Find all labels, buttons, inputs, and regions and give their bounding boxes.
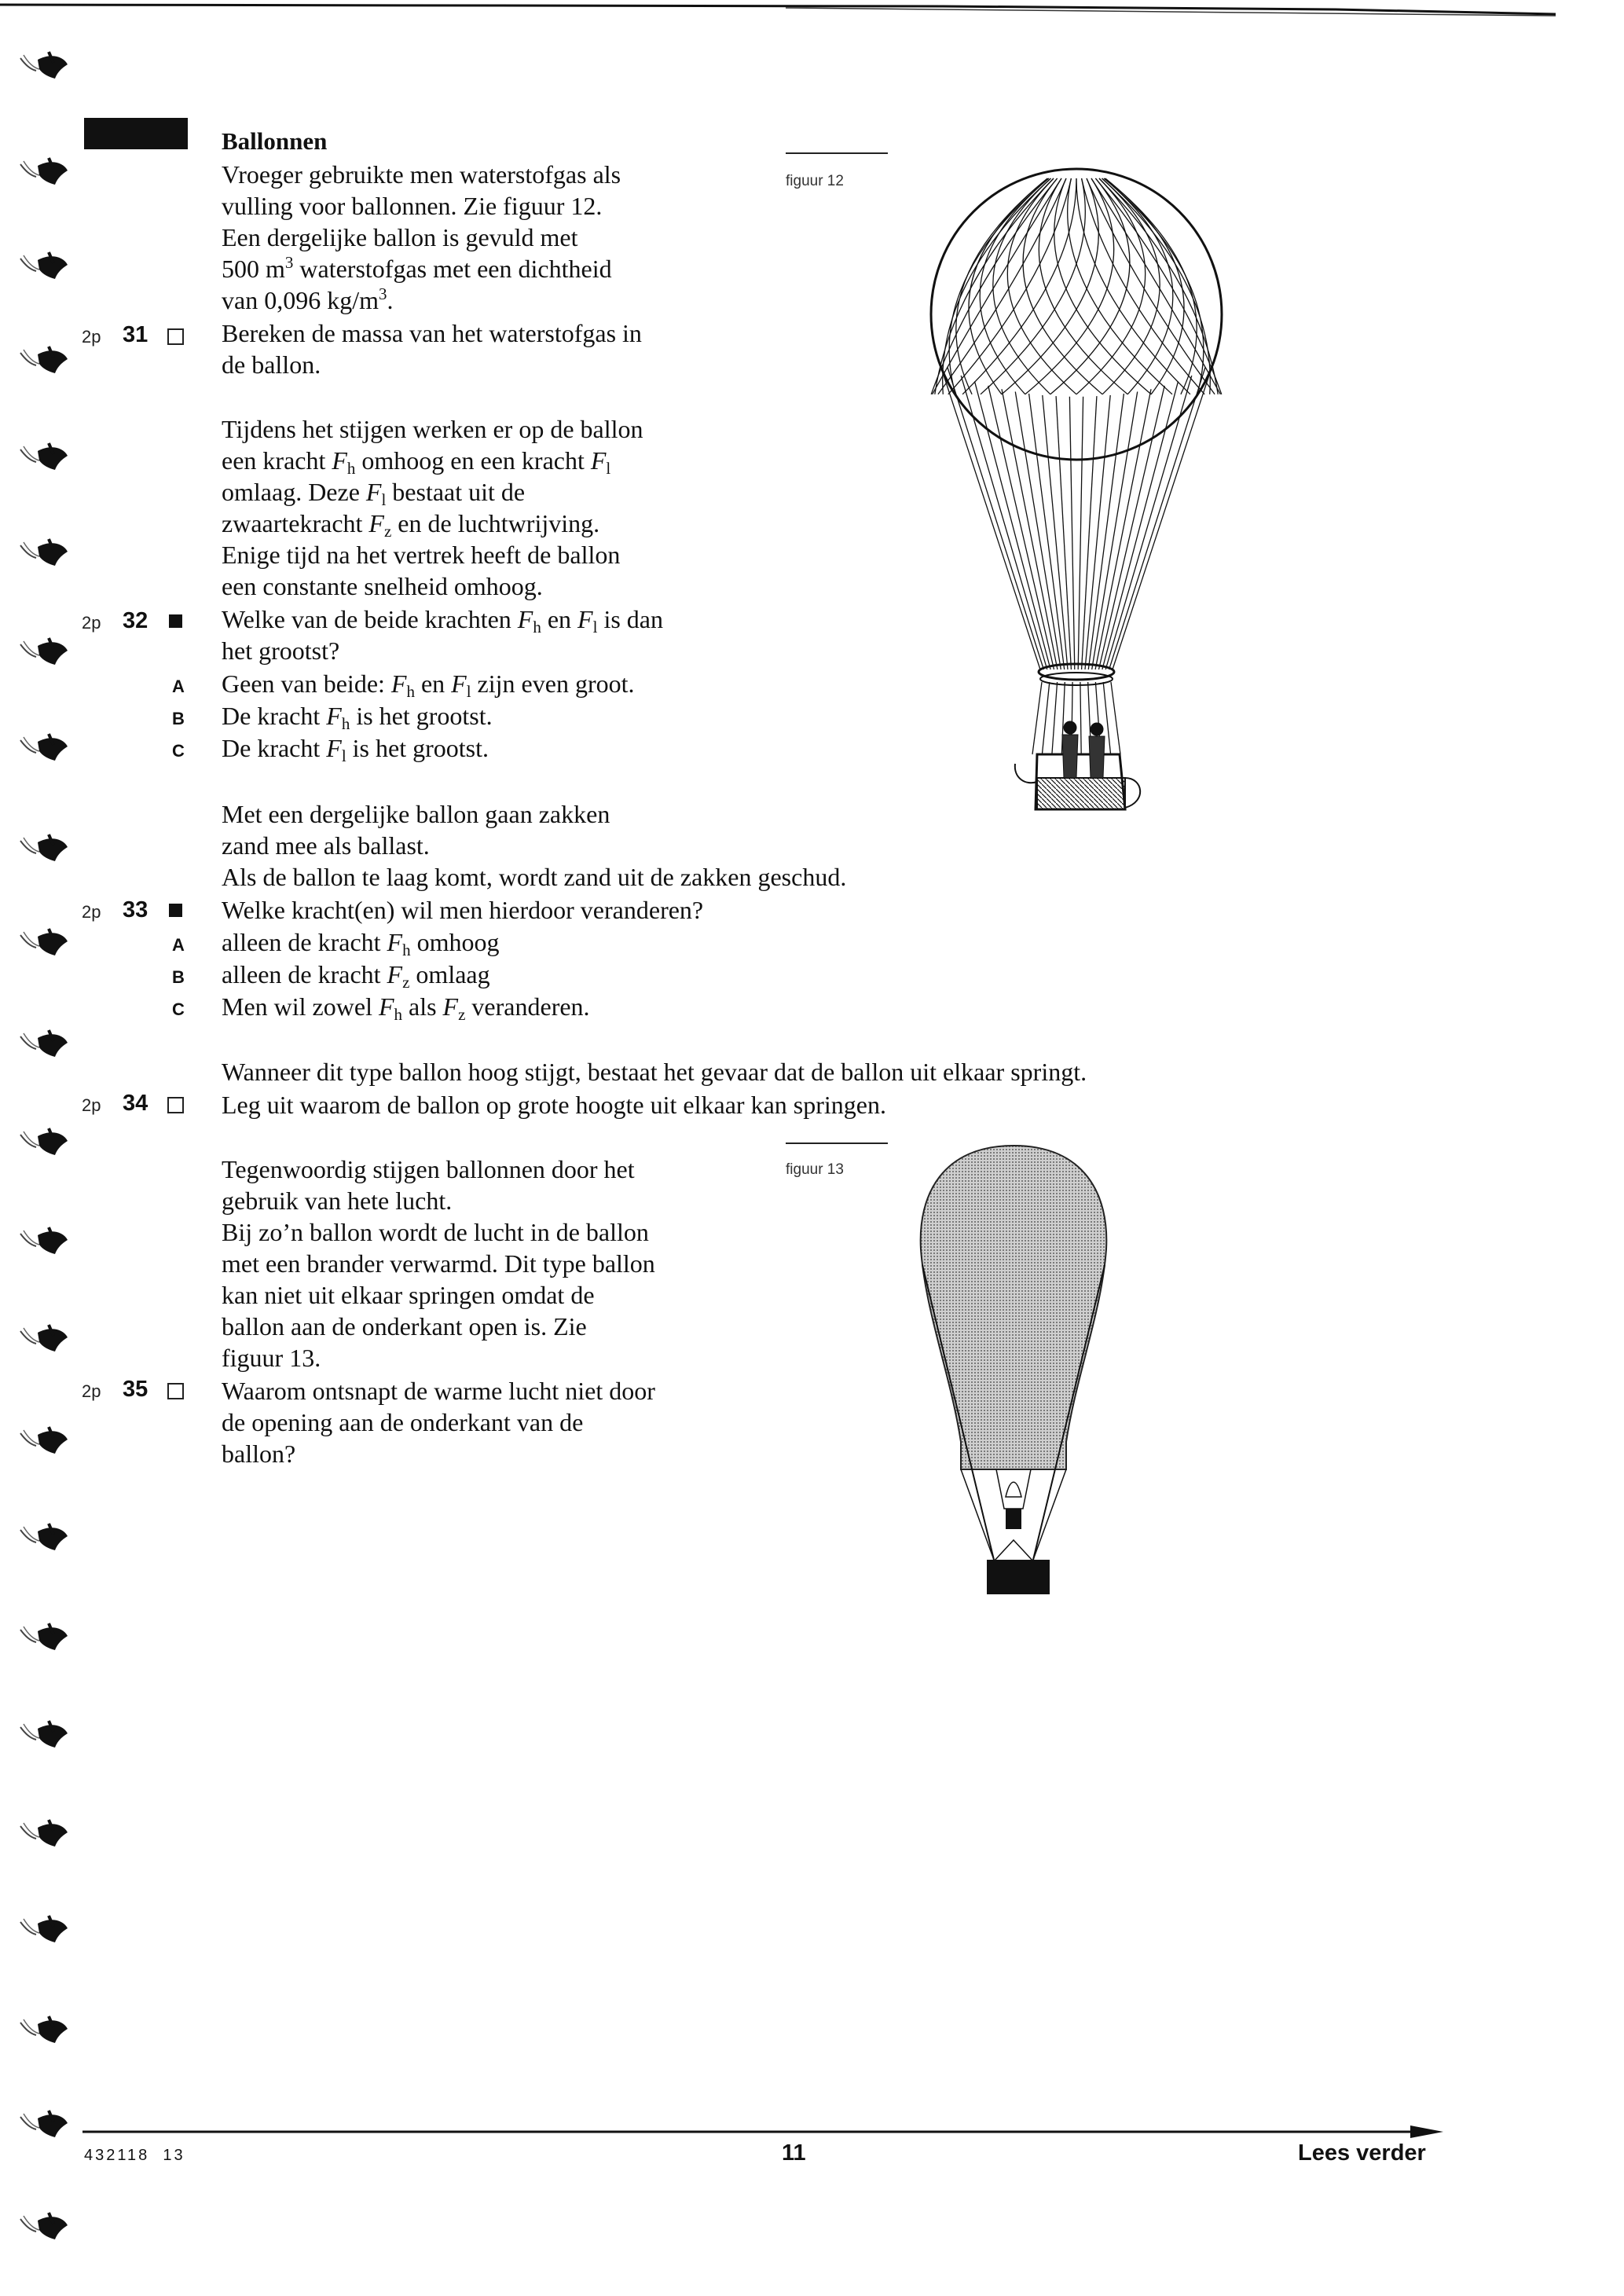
top-border-rule [0, 0, 1624, 20]
ballast-line-1: Met een dergelijke ballon gaan zakken [222, 800, 610, 828]
section-marker-tab [84, 118, 188, 149]
binder-ring-mark [17, 1124, 72, 1166]
footer-exam-code: 432118 13 [84, 2147, 185, 2164]
question-33-letter-a: A [172, 935, 185, 955]
hot-air-line-6: ballon aan de onderkant open is. Zie [222, 1312, 587, 1341]
danger-line-1: Wanneer dit type ballon hoog stijgt, bestaat het gevaar dat de ballon uit elkaar springt. [222, 1058, 1087, 1086]
binder-ring-mark [17, 1716, 72, 1759]
binder-ring-mark [17, 1025, 72, 1068]
binder-ring-mark [17, 924, 72, 966]
question-32-filled-box[interactable] [169, 614, 182, 628]
binder-ring-mark [17, 1911, 72, 1953]
binder-ring-mark [17, 2106, 72, 2148]
question-33-letter-b: B [172, 967, 185, 987]
hot-air-line-5: kan niet uit elkaar springen omdat de [222, 1281, 595, 1309]
binder-ring-mark [17, 2012, 72, 2054]
question-31-line-1: Bereken de massa van het waterstofgas in [222, 319, 642, 347]
question-34-line-1: Leg uit waarom de ballon op grote hoogte uit elkaar kan springen. [222, 1091, 886, 1119]
intro-line-5: van 0,096 $kg/m^3$. [222, 284, 394, 314]
question-32-letter-a: A [172, 677, 185, 696]
intro-line-2: vulling voor ballonnen. Zie figuur 12. [222, 192, 603, 220]
question-32-line-2: het grootst? [222, 636, 340, 665]
question-32-option-a[interactable]: Geen van beide: $F_h$ en $F_l$ zijn even groot. [222, 669, 635, 701]
binder-ring-mark [17, 438, 72, 481]
question-33-option-b[interactable]: alleen de kracht $F_z$ omlaag [222, 960, 490, 992]
hot-air-line-4: met een brander verwarmd. Dit type ballon [222, 1249, 655, 1278]
question-31-number: 31 [123, 322, 148, 347]
hot-air-line-2: gebruik van hete lucht. [222, 1187, 453, 1215]
binder-ring-mark [17, 633, 72, 676]
question-34-number: 34 [123, 1091, 148, 1116]
hot-air-line-3: Bij zo’n ballon wordt de lucht in de ballon [222, 1218, 649, 1246]
question-35-number: 35 [123, 1377, 148, 1402]
question-33-option-c[interactable]: Men wil zowel $F_h$ als $F_z$ veranderen. [222, 992, 590, 1024]
question-32-letter-c: C [172, 741, 185, 761]
question-32-letter-b: B [172, 709, 185, 728]
question-33-line-1: Welke kracht(en) wil men hierdoor veranderen? [222, 896, 704, 924]
figure-13-hot-air-balloon-illustration [911, 1139, 1116, 1595]
section-title: Ballonnen [222, 127, 328, 155]
hot-air-line-7: figuur 13. [222, 1344, 321, 1372]
intro-line-4: 500 $m^3$ waterstofgas met een dichtheid [222, 253, 612, 283]
question-34-open-box[interactable] [167, 1097, 184, 1113]
question-35-line-2: de opening aan de onderkant van de [222, 1408, 584, 1436]
binder-ring-mark [17, 1815, 72, 1858]
binder-ring-mark [17, 1619, 72, 1661]
binder-ring-mark [17, 248, 72, 290]
question-35-line-1: Waarom ontsnapt de warme lucht niet door [222, 1377, 655, 1405]
ballast-line-3: Als de ballon te laag komt, wordt zand uit de zakken geschud. [222, 863, 847, 891]
forces-line-3: omlaag. Deze $F_l$ bestaat uit de [222, 478, 526, 509]
footer-arrow-rule [82, 2122, 1443, 2145]
binder-ring-mark [17, 1422, 72, 1465]
question-31-points: 2p [82, 327, 101, 347]
intro-line-1: Vroeger gebruikte men waterstofgas als [222, 160, 621, 189]
question-31-line-2: de ballon. [222, 350, 321, 379]
figure-13-label: figuur 13 [786, 1161, 844, 1178]
question-33-letter-c: C [172, 999, 185, 1019]
figure-12-net-balloon-illustration [919, 157, 1234, 825]
binder-ring-mark [17, 47, 72, 90]
binder-ring-mark [17, 342, 72, 384]
figure-12-rule [786, 152, 888, 154]
question-33-points: 2p [82, 902, 101, 922]
binder-rings [17, 47, 80, 2279]
forces-line-5: Enige tijd na het vertrek heeft de ballon [222, 541, 621, 569]
binder-ring-mark [17, 1519, 72, 1561]
binder-ring-mark [17, 830, 72, 872]
question-33-filled-box[interactable] [169, 904, 182, 917]
figure-12-label: figuur 12 [786, 173, 844, 189]
question-33-option-a[interactable]: alleen de kracht $F_h$ omhoog [222, 928, 500, 959]
hot-air-line-1: Tegenwoordig stijgen ballonnen door het [222, 1155, 635, 1183]
binder-ring-mark [17, 1320, 72, 1363]
binder-ring-mark [17, 2208, 72, 2250]
question-32-points: 2p [82, 613, 101, 633]
binder-ring-mark [17, 153, 72, 196]
forces-line-4: zwaartekracht $F_z$ en de luchtwrijving. [222, 509, 600, 541]
question-35-open-box[interactable] [167, 1383, 184, 1399]
question-32-number: 32 [123, 608, 148, 633]
forces-line-6: een constante snelheid omhoog. [222, 572, 543, 600]
binder-ring-mark [17, 729, 72, 772]
question-34-points: 2p [82, 1095, 101, 1115]
question-35-line-3: ballon? [222, 1440, 296, 1468]
question-35-points: 2p [82, 1381, 101, 1401]
forces-line-2: een kracht $F_h$ omhoog en een kracht $F_l$ [222, 446, 611, 478]
binder-ring-mark [17, 534, 72, 577]
footer-continue-label: Lees verder [1298, 2140, 1426, 2166]
question-31-open-box[interactable] [167, 328, 184, 345]
forces-line-1: Tijdens het stijgen werken er op de ballon [222, 415, 643, 443]
question-32-line-1: Welke van de beide krachten $F_h$ en $F_l$ is dan [222, 605, 663, 636]
intro-line-3: Een dergelijke ballon is gevuld met [222, 223, 578, 251]
question-33-number: 33 [123, 897, 148, 922]
binder-ring-mark [17, 1223, 72, 1265]
question-32-option-b[interactable]: De kracht $F_h$ is het grootst. [222, 702, 493, 733]
figure-13-rule [786, 1142, 888, 1144]
question-32-option-c[interactable]: De kracht $F_l$ is het grootst. [222, 734, 489, 765]
ballast-line-2: zand mee als ballast. [222, 831, 430, 860]
footer-page-number: 11 [782, 2140, 806, 2166]
